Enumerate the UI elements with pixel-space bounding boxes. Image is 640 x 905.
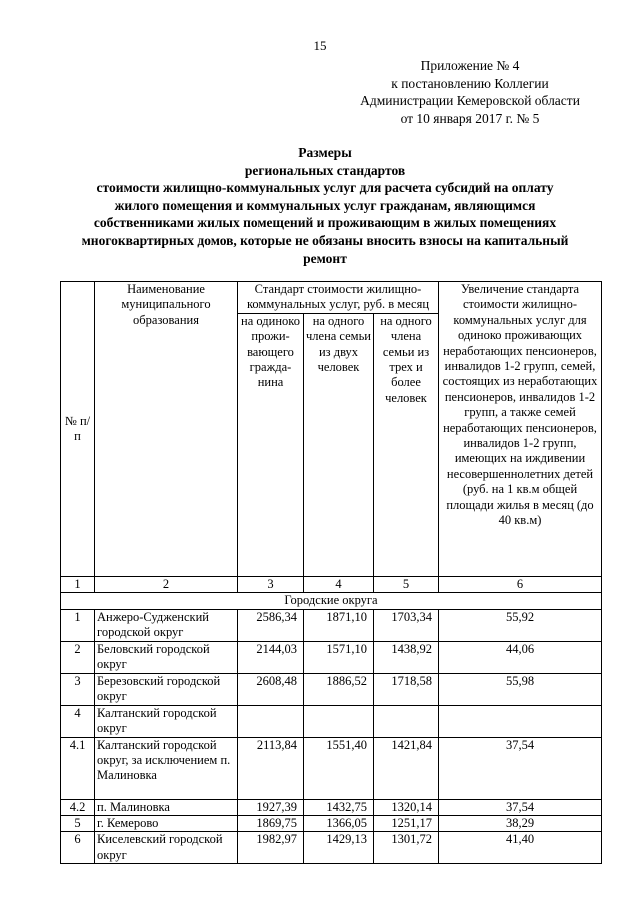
row-increase: 37,54 bbox=[439, 799, 602, 815]
row-increase: 38,29 bbox=[439, 816, 602, 832]
row-increase: 55,92 bbox=[439, 609, 602, 641]
row-increase bbox=[439, 705, 602, 737]
row-three: 1251,17 bbox=[374, 816, 439, 832]
column-number: 1 bbox=[61, 576, 95, 592]
row-single: 1869,75 bbox=[238, 816, 304, 832]
row-single: 2608,48 bbox=[238, 673, 304, 705]
title-line: Размеры bbox=[298, 145, 352, 160]
row-num: 4.1 bbox=[61, 737, 95, 799]
title-line: стоимости жилищно-коммунальных услуг для расчета субсидий на оплату bbox=[96, 180, 554, 196]
column-number: 2 bbox=[95, 576, 238, 592]
row-three: 1703,34 bbox=[374, 609, 439, 641]
row-three: 1421,84 bbox=[374, 737, 439, 799]
header-two: на одного члена семьи из двух человек bbox=[304, 313, 374, 576]
row-name: Киселевский городской округ bbox=[95, 832, 238, 864]
row-two: 1432,75 bbox=[304, 799, 374, 815]
row-num: 2 bbox=[61, 641, 95, 673]
header-num: № п/п bbox=[61, 282, 95, 577]
row-name: Анжеро-Судженский городской округ bbox=[95, 609, 238, 641]
table-row bbox=[61, 673, 602, 705]
appendix-line: Администрации Кемеровской области bbox=[360, 93, 580, 108]
appendix-line: к постановлению Коллегии bbox=[391, 75, 549, 91]
table-row bbox=[61, 609, 602, 641]
row-two: 1366,05 bbox=[304, 816, 374, 832]
column-numbers-row bbox=[61, 576, 602, 592]
row-two bbox=[304, 705, 374, 737]
title-line: собственниками жилых помещений и проживающим в жилых помещениях bbox=[93, 215, 557, 231]
row-two: 1871,10 bbox=[304, 609, 374, 641]
row-increase: 37,54 bbox=[439, 737, 602, 799]
row-single: 2144,03 bbox=[238, 641, 304, 673]
row-two: 1886,52 bbox=[304, 673, 374, 705]
row-name: Беловский городской округ bbox=[95, 641, 238, 673]
row-name: г. Кемерово bbox=[95, 816, 238, 832]
row-three bbox=[374, 705, 439, 737]
appendix-line: Приложение № 4 bbox=[420, 58, 520, 73]
row-single: 1927,39 bbox=[238, 799, 304, 815]
table-row bbox=[61, 705, 602, 737]
row-two: 1429,13 bbox=[304, 832, 374, 864]
standards-table bbox=[60, 281, 602, 864]
header-increase: Увеличение стандарта стоимости жилищно-коммунальных услуг для одиноко проживающих неработающих пенсионеров, инвалидов 1-2 групп, семей, состоящих из неработающих пенсионеров, инвалидов 1-2 групп, а также семей неработающих пенсионеров, инвалидов 1-2 групп, имеющих на иждивении несовершеннолетних детей (руб. на 1 кв.м общей площади жилья в месяц (до 40 кв.м) bbox=[439, 282, 602, 577]
title-line: жилого помещения и коммунальных услуг гражданам, являющимся bbox=[114, 197, 536, 213]
row-num: 4.2 bbox=[61, 799, 95, 815]
title-line: многоквартирных домов, которые не обязаны вносить взносы на капитальный bbox=[81, 232, 569, 248]
row-three: 1438,92 bbox=[374, 641, 439, 673]
row-num: 5 bbox=[61, 816, 95, 832]
row-num: 4 bbox=[61, 705, 95, 737]
title-line: ремонт bbox=[303, 250, 347, 266]
appendix-header bbox=[340, 57, 600, 127]
title-line: региональных стандартов bbox=[244, 162, 406, 178]
table-row bbox=[61, 737, 602, 799]
page-number: 15 bbox=[313, 38, 327, 53]
row-name: Калтанский городской округ, за исключением п. Малиновка bbox=[95, 737, 238, 799]
row-increase: 41,40 bbox=[439, 832, 602, 864]
header-single: на одиноко прожи-вающего гражда-нина bbox=[238, 313, 304, 576]
document-title bbox=[40, 144, 610, 267]
header-municipality: Наименование муниципального образования bbox=[95, 282, 238, 577]
row-name: Березовский городской округ bbox=[95, 673, 238, 705]
row-single bbox=[238, 705, 304, 737]
table-row bbox=[61, 799, 602, 815]
column-number: 3 bbox=[238, 576, 304, 592]
row-increase: 55,98 bbox=[439, 673, 602, 705]
row-num: 1 bbox=[61, 609, 95, 641]
row-num: 6 bbox=[61, 832, 95, 864]
row-num: 3 bbox=[61, 673, 95, 705]
row-name: п. Малиновка bbox=[95, 799, 238, 815]
row-single: 2586,34 bbox=[238, 609, 304, 641]
row-three: 1718,58 bbox=[374, 673, 439, 705]
table-row bbox=[61, 832, 602, 864]
row-name: Калтанский городской округ bbox=[95, 705, 238, 737]
section-label: Городские округа bbox=[61, 593, 602, 609]
row-increase: 44,06 bbox=[439, 641, 602, 673]
row-single: 1982,97 bbox=[238, 832, 304, 864]
header-three: на одного члена семьи из трех и более человек bbox=[374, 313, 439, 576]
row-three: 1320,14 bbox=[374, 799, 439, 815]
table-row bbox=[61, 816, 602, 832]
header-standard-group: Стандарт стоимости жилищно-коммунальных услуг, руб. в месяц bbox=[238, 282, 439, 314]
row-two: 1551,40 bbox=[304, 737, 374, 799]
row-single: 2113,84 bbox=[238, 737, 304, 799]
table-row bbox=[61, 641, 602, 673]
appendix-line: от 10 января 2017 г. № 5 bbox=[400, 110, 540, 126]
row-two: 1571,10 bbox=[304, 641, 374, 673]
column-number: 6 bbox=[439, 576, 602, 592]
section-row bbox=[61, 593, 602, 609]
row-three: 1301,72 bbox=[374, 832, 439, 864]
column-number: 5 bbox=[374, 576, 439, 592]
header-row bbox=[61, 282, 602, 314]
column-number: 4 bbox=[304, 576, 374, 592]
